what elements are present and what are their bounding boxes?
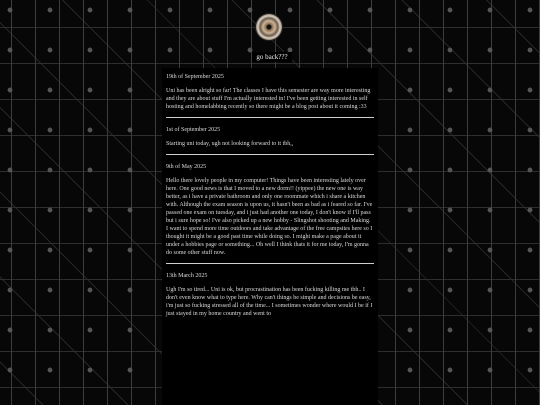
cd-disc-icon xyxy=(256,14,282,40)
divider xyxy=(166,154,374,155)
entry-date: 1st of September 2025 xyxy=(166,127,221,133)
entry-date: 13th March 2025 xyxy=(166,273,208,279)
entry-text: Starting uni today, ugh not looking forward to it tbh,, xyxy=(166,141,294,147)
entry-text: Ugh I'm so tired... Uni is ok, but procrastination has been fucking killing me tbh.. I don't even know what to type here. Why can't things be simple and decisions be easy, i'm just so fucking stressed all of the time... I sometimes wonder where would I be if I just stayed in my home country and went to xyxy=(166,287,373,317)
entry-text: Uni has been alright so far! The classes I have this semester are way more interesting and they are about stuff I'm actually interested in! I've been getting interested in self hosting and homelabbing recently so there might be a blog post about it coming :33 xyxy=(166,88,371,110)
go-back-link[interactable]: go back??? xyxy=(252,52,292,62)
entry-date: 9th of May 2025 xyxy=(166,164,207,170)
blog-panel xyxy=(162,68,378,405)
divider xyxy=(166,117,374,118)
divider xyxy=(166,263,374,264)
entry-date: 19th of September 2025 xyxy=(166,74,224,80)
entry-text: Hello there lovely people in my computer! Things have been interesting lately over here. One good news is that I moved to a new dorm!! (yippee) the new one is way better, as i have a private bathroom and only one roommate which i share a kitchen with. Although the exam season is upon us, it hasn't been as bad as i feared so far. I've passed one exam on tuesday, and i just had another one today, I don't know if I'll pass but i sure hope so! I've also picked up a new hobby - Slingshot shooting and Making. I want to spend more time outdoors and take advantage of the free campsites here so I thought it might be a good past time while doing so. I might make a page about it under a hobbies page or something... Oh well I think thats it for me today, I'm gonna do some other stuff now. xyxy=(166,178,373,256)
